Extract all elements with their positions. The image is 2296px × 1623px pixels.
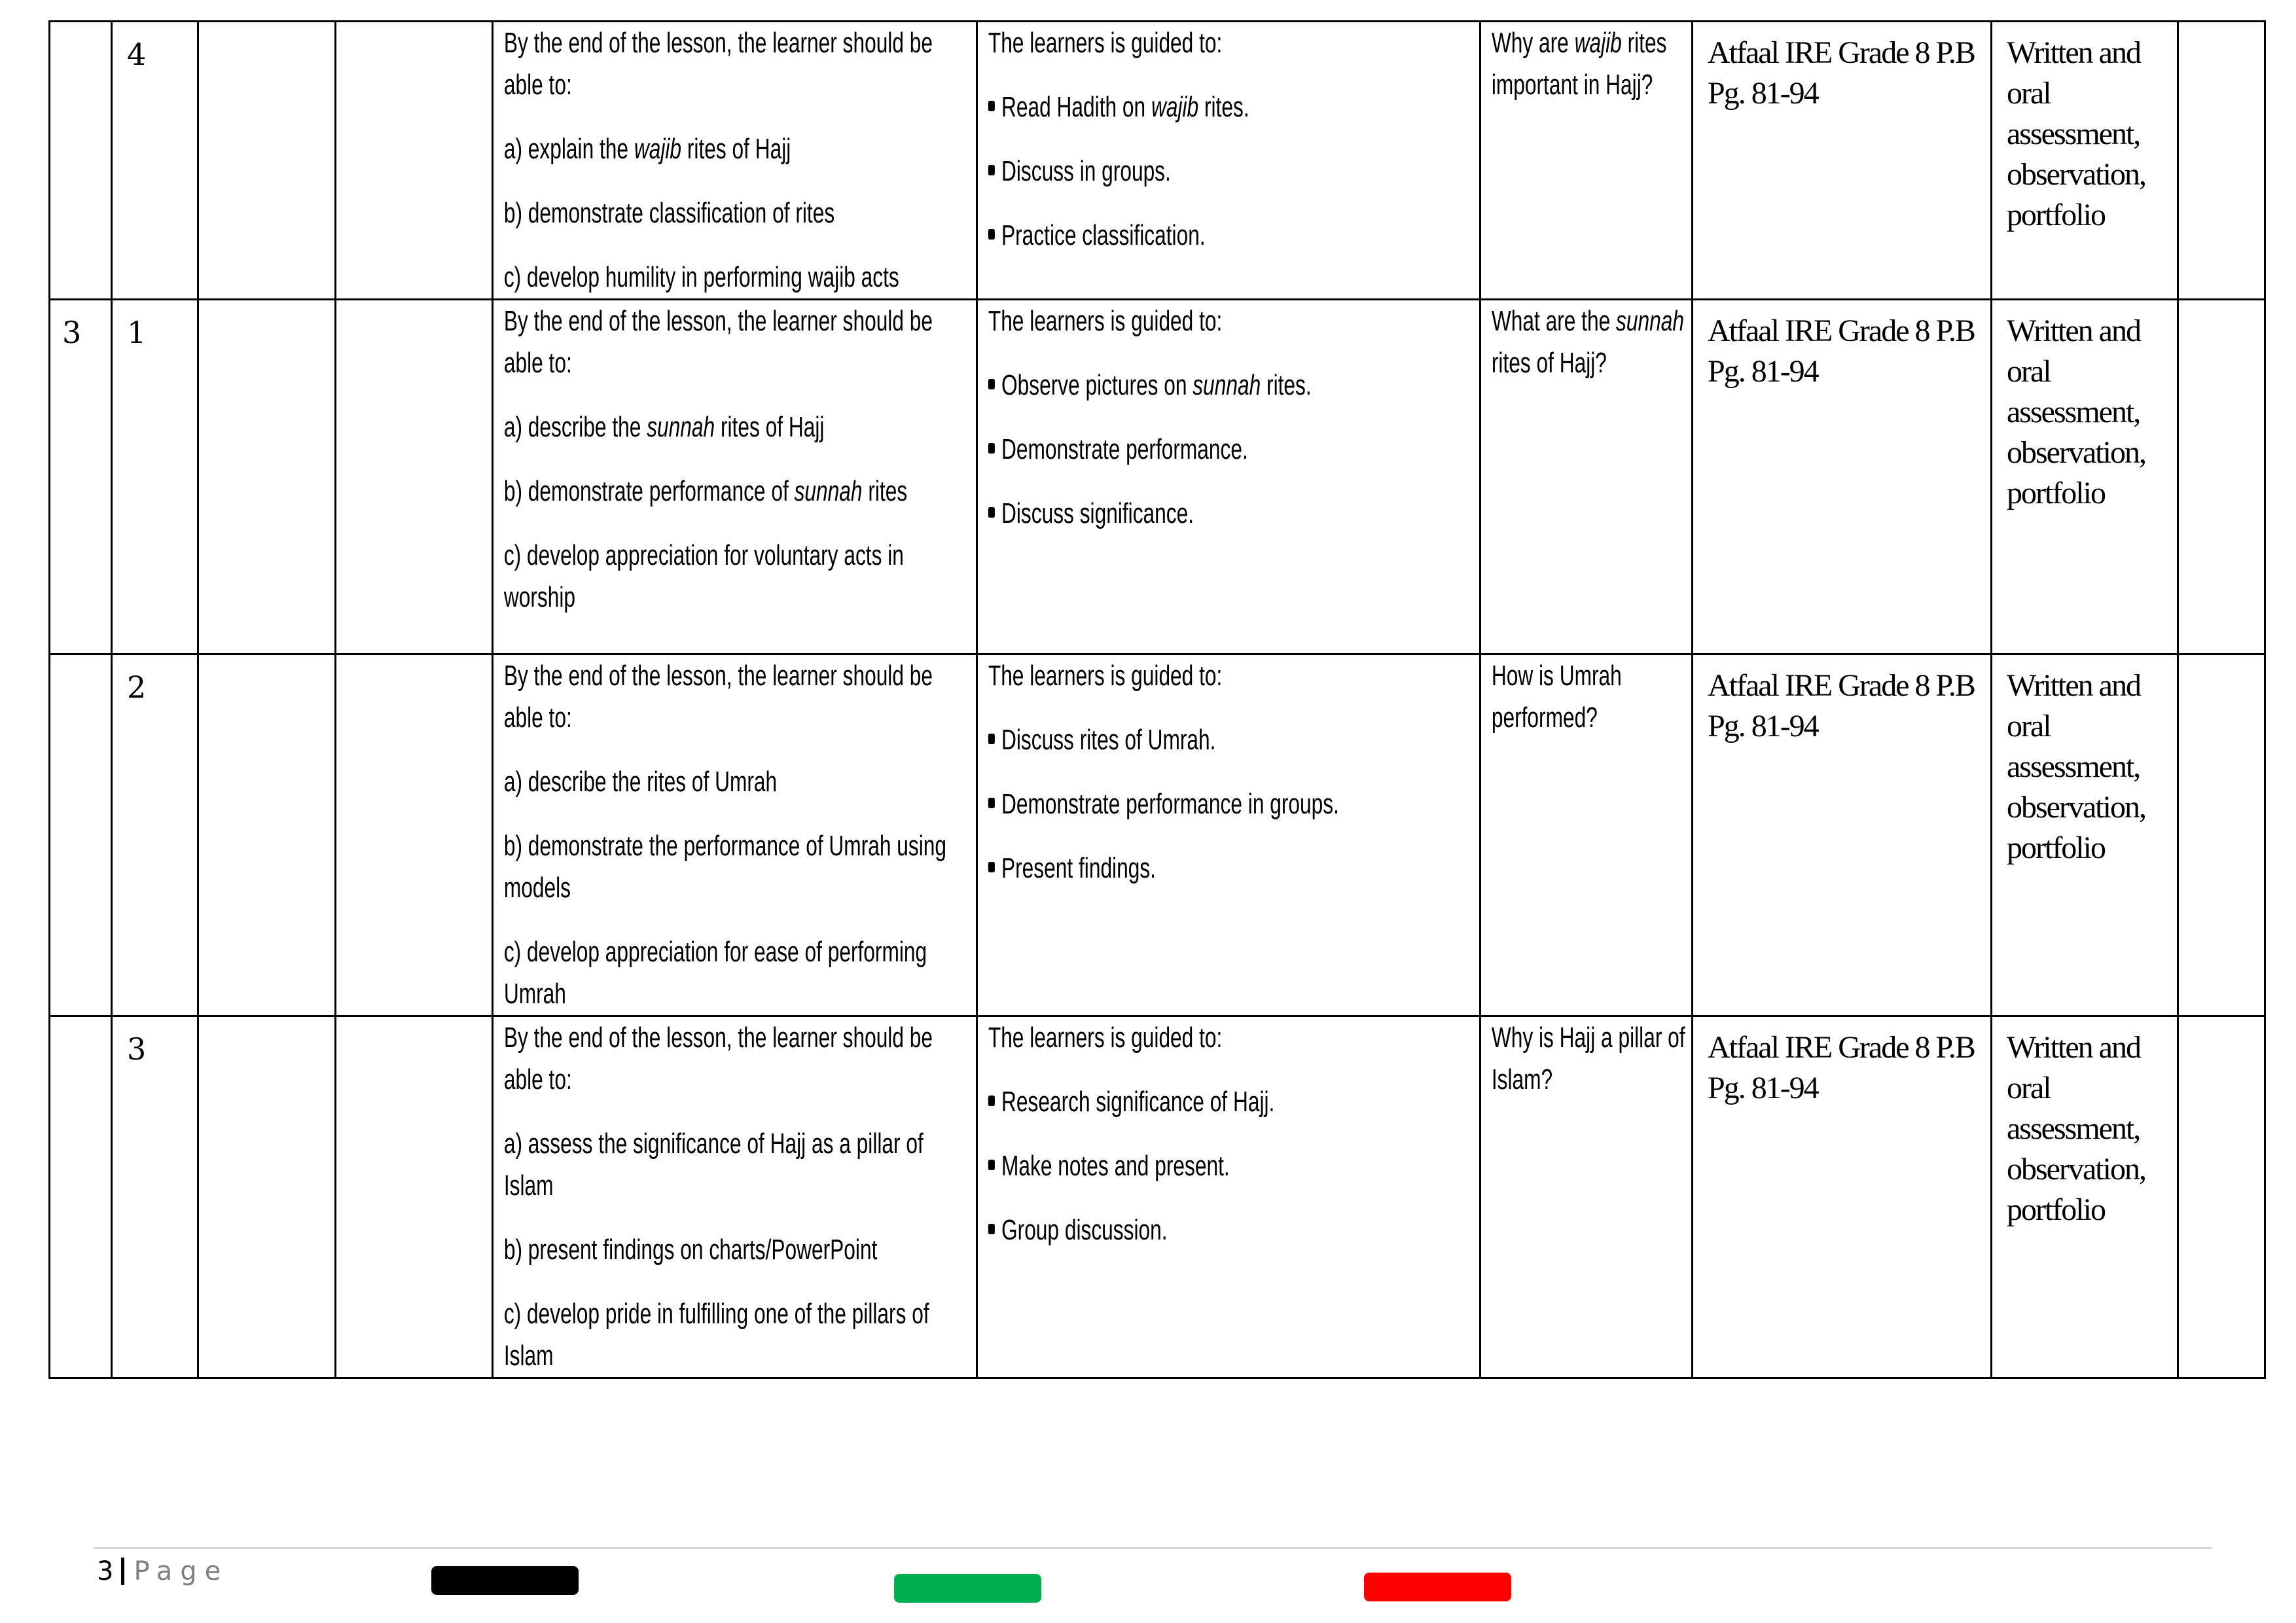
bullet-icon	[988, 862, 995, 872]
key-inquiry-question-cell	[1480, 22, 1693, 300]
experience-item: Read Hadith on wajib rites.	[988, 86, 1476, 128]
learning-experiences	[978, 655, 1476, 889]
bullet-icon	[988, 229, 995, 240]
learning-outcomes	[493, 1017, 973, 1377]
learning-experiences	[978, 300, 1476, 535]
lesson-cell	[112, 22, 198, 300]
lesson-cell	[112, 654, 198, 1016]
experience-item: Discuss significance.	[988, 493, 1476, 535]
experience-item: Present findings.	[988, 847, 1476, 889]
assessment-methods: Written and oral assessment, observation, portfolio	[2007, 1030, 2145, 1227]
assessment-cell	[1992, 300, 2178, 654]
table-row	[50, 300, 2265, 654]
remarks-cell	[2178, 654, 2265, 1016]
week-cell	[50, 22, 112, 300]
learning-resources: Atfaal IRE Grade 8 P.B Pg. 81-94	[1708, 35, 1975, 111]
bullet-icon	[988, 734, 995, 744]
outcome-item: a) describe the rites of Umrah	[503, 766, 778, 798]
scheme-of-work-table	[48, 20, 2266, 1379]
experience-item: Observe pictures on sunnah rites.	[988, 365, 1476, 406]
outcome-item: c) develop appreciation for ease of performing Umrah	[503, 936, 927, 1010]
key-inquiry-question: How is Umrah performed?	[1491, 660, 1622, 734]
outcome-item: a) describe the sunnah rites of Hajj	[503, 411, 825, 443]
outcome-item: b) present findings on charts/PowerPoint	[503, 1234, 878, 1266]
sub-strand-cell	[336, 1016, 493, 1378]
bullet-icon	[988, 1160, 995, 1170]
learning-experiences-cell	[977, 300, 1480, 654]
outcome-item: b) demonstrate classification of rites	[503, 197, 835, 229]
key-inquiry-question-cell	[1480, 1016, 1693, 1378]
assessment-cell	[1992, 654, 2178, 1016]
learning-experiences-cell	[977, 22, 1480, 300]
outcomes-intro: By the end of the lesson, the learner should be able to:	[503, 1022, 933, 1096]
learning-outcomes	[493, 22, 973, 298]
key-inquiry-question: Why is Hajj a pillar of Islam?	[1491, 1022, 1685, 1096]
learning-outcomes-cell	[493, 654, 977, 1016]
page-separator	[121, 1558, 124, 1585]
resources-cell	[1693, 1016, 1992, 1378]
green-color-swatch	[894, 1574, 1041, 1603]
outcome-item: c) develop pride in fulfilling one of the pillars of Islam	[503, 1298, 929, 1372]
strand-cell	[198, 1016, 336, 1378]
experience-item: Demonstrate performance.	[988, 429, 1476, 471]
assessment-methods: Written and oral assessment, observation, portfolio	[2007, 35, 2145, 232]
page-number-value: 3	[97, 1556, 114, 1586]
bullet-icon	[988, 798, 995, 808]
learning-outcomes-cell	[493, 22, 977, 300]
assessment-methods: Written and oral assessment, observation, portfolio	[2007, 668, 2145, 865]
experience-item: Demonstrate performance in groups.	[988, 783, 1476, 825]
resources-cell	[1693, 300, 1992, 654]
table-row	[50, 22, 2265, 300]
strand-cell	[198, 300, 336, 654]
remarks-cell	[2178, 1016, 2265, 1378]
table-row	[50, 1016, 2265, 1378]
outcomes-intro: By the end of the lesson, the learner should be able to:	[503, 305, 933, 379]
remarks-cell	[2178, 22, 2265, 300]
key-inquiry-question-cell	[1480, 300, 1693, 654]
strand-cell	[198, 654, 336, 1016]
sub-strand-cell	[336, 22, 493, 300]
outcomes-intro: By the end of the lesson, the learner should be able to:	[503, 27, 933, 101]
experience-item: Practice classification.	[988, 215, 1476, 257]
learning-resources: Atfaal IRE Grade 8 P.B Pg. 81-94	[1708, 1030, 1975, 1105]
resources-cell	[1693, 654, 1992, 1016]
week-number: 3	[62, 315, 82, 350]
red-color-swatch	[1364, 1573, 1511, 1601]
week-number	[50, 655, 111, 669]
learning-outcomes-cell	[493, 300, 977, 654]
lesson-number: 3	[127, 1031, 147, 1067]
learning-outcomes	[493, 300, 973, 618]
learning-experiences	[978, 22, 1476, 257]
page-label: Page	[134, 1556, 229, 1586]
bullet-icon	[988, 1096, 995, 1106]
lesson-number: 4	[127, 37, 147, 72]
week-number	[50, 22, 111, 37]
outcome-item: a) assess the significance of Hajj as a pillar of Islam	[503, 1128, 924, 1202]
lesson-number: 2	[127, 669, 147, 705]
outcome-item: b) demonstrate the performance of Umrah using models	[503, 830, 947, 904]
lesson-cell	[112, 1016, 198, 1378]
footer-divider	[94, 1547, 2212, 1549]
learning-experiences-cell	[977, 654, 1480, 1016]
bullet-icon	[988, 507, 995, 518]
experiences-intro: The learners is guided to:	[988, 1022, 1223, 1054]
bullet-icon	[988, 1224, 995, 1234]
experience-item: Discuss rites of Umrah.	[988, 719, 1476, 761]
key-inquiry-question: Why are wajib rites important in Hajj?	[1491, 27, 1667, 101]
experience-item: Group discussion.	[988, 1209, 1476, 1251]
learning-resources: Atfaal IRE Grade 8 P.B Pg. 81-94	[1708, 313, 1975, 389]
week-number	[50, 1017, 111, 1031]
outcomes-intro: By the end of the lesson, the learner should be able to:	[503, 660, 933, 734]
learning-outcomes	[493, 655, 973, 1015]
bullet-icon	[988, 101, 995, 111]
assessment-cell	[1992, 1016, 2178, 1378]
black-color-swatch	[431, 1566, 579, 1595]
assessment-methods: Written and oral assessment, observation, portfolio	[2007, 313, 2145, 510]
experience-item: Research significance of Hajj.	[988, 1081, 1476, 1123]
week-cell	[50, 1016, 112, 1378]
sub-strand-cell	[336, 654, 493, 1016]
lesson-number: 1	[127, 315, 147, 350]
outcome-item: c) develop appreciation for voluntary acts in worship	[503, 539, 904, 613]
bullet-icon	[988, 165, 995, 175]
experience-item: Make notes and present.	[988, 1145, 1476, 1187]
page-number	[97, 1556, 228, 1586]
outcome-item: a) explain the wajib rites of Hajj	[503, 133, 791, 165]
strand-cell	[198, 22, 336, 300]
resources-cell	[1693, 22, 1992, 300]
key-inquiry-question-cell	[1480, 654, 1693, 1016]
learning-experiences	[978, 1017, 1476, 1251]
bullet-icon	[988, 379, 995, 389]
learning-resources: Atfaal IRE Grade 8 P.B Pg. 81-94	[1708, 668, 1975, 743]
outcome-item: b) demonstrate performance of sunnah rites	[503, 475, 908, 507]
week-cell	[50, 300, 112, 654]
experiences-intro: The learners is guided to:	[988, 305, 1223, 337]
experience-item: Discuss in groups.	[988, 151, 1476, 192]
learning-experiences-cell	[977, 1016, 1480, 1378]
sub-strand-cell	[336, 300, 493, 654]
lesson-cell	[112, 300, 198, 654]
table-row	[50, 654, 2265, 1016]
learning-outcomes-cell	[493, 1016, 977, 1378]
assessment-cell	[1992, 22, 2178, 300]
experiences-intro: The learners is guided to:	[988, 660, 1223, 692]
bullet-icon	[988, 443, 995, 454]
week-cell	[50, 654, 112, 1016]
outcome-item: c) develop humility in performing wajib acts	[503, 261, 899, 293]
key-inquiry-question: What are the sunnah rites of Hajj?	[1491, 305, 1684, 379]
experiences-intro: The learners is guided to:	[988, 27, 1223, 59]
remarks-cell	[2178, 300, 2265, 654]
